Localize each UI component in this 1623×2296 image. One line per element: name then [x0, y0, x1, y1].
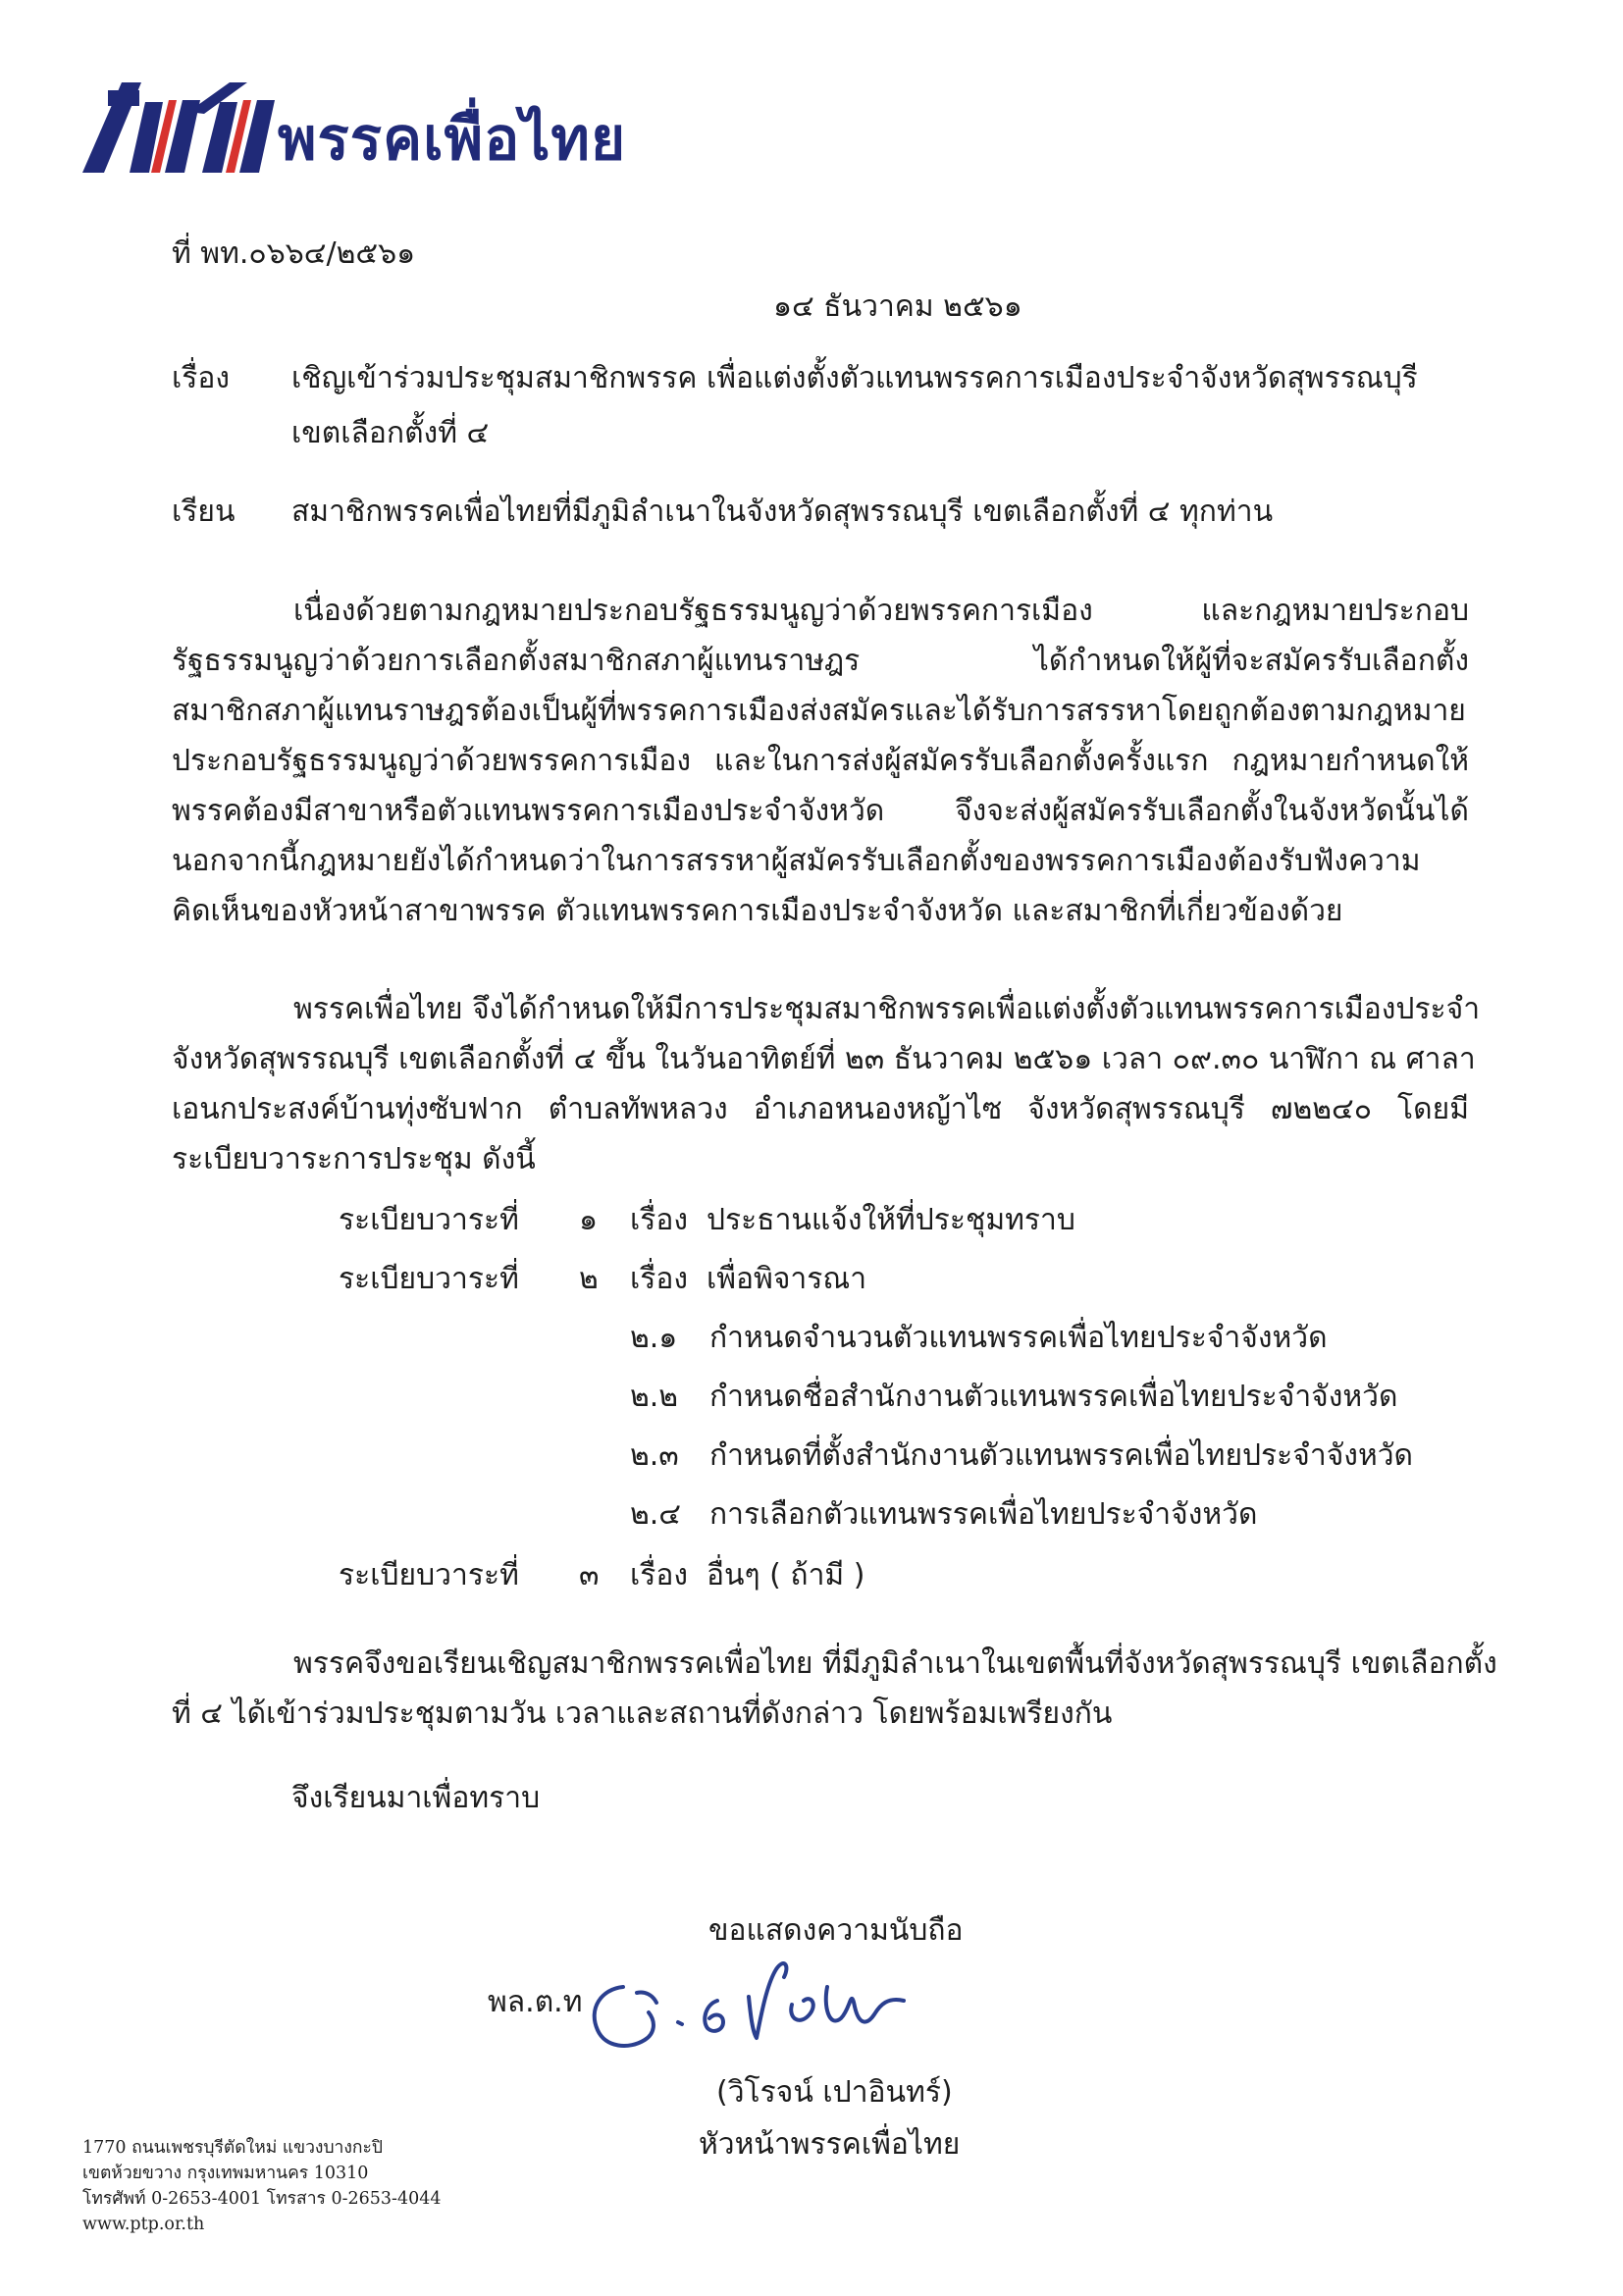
agenda-item-number: ๑: [579, 1203, 599, 1237]
subject-label: เรื่อง: [172, 361, 231, 395]
footer-address-line-1: 1770 ถนนเพชรบุรีตัดใหม่ แขวงบางกะปิ: [82, 2138, 384, 2158]
footer-address-line-2: เขตห้วยขวาง กรุงเทพมหานคร 10310: [82, 2164, 369, 2183]
agenda-subitem-title: กำหนดชื่อสำนักงานตัวแทนพรรคเพื่อไทยประจำจังหวัด: [709, 1380, 1398, 1414]
agenda-subitem-number: ๒.๑: [630, 1321, 678, 1355]
closing-request: จึงเรียนมาเพื่อทราบ: [291, 1781, 541, 1815]
agenda-subitem-number: ๒.๔: [630, 1497, 682, 1532]
paragraph-1-line: พรรคต้องมีสาขาหรือตัวแทนพรรคการเมืองประจำจังหวัด จึงจะส่งผู้สมัครรับเลือกตั้งในจังหวัดนั้นได้: [172, 794, 1469, 828]
paragraph-3: [172, 1639, 1497, 1739]
paragraph-1-line: คิดเห็นของหัวหน้าสาขาพรรค ตัวแทนพรรคการเมืองประจำจังหวัด และสมาชิกที่เกี่ยวข้องด้วย: [172, 894, 1343, 928]
footer-website: www.ptp.or.th: [82, 2215, 205, 2234]
agenda-item-keyword: เรื่อง: [630, 1262, 689, 1296]
agenda-subitem-number: ๒.๒: [630, 1380, 679, 1414]
party-logo-mark: [82, 82, 279, 173]
subject-line-2: เขตเลือกตั้งที่ ๔: [291, 416, 490, 450]
paragraph-2-line: จังหวัดสุพรรณบุรี เขตเลือกตั้งที่ ๔ ขึ้น ในวันอาทิตย์ที่ ๒๓ ธันวาคม ๒๕๖๑ เวลา ๐๙.๓๐ นาฬิกา ณ ศาลา: [172, 1042, 1476, 1076]
signer-position: หัวหน้าพรรคเพื่อไทย: [699, 2127, 961, 2162]
paragraph-1-line: รัฐธรรมนูญว่าด้วยการเลือกตั้งสมาชิกสภาผู้แทนราษฎร ได้กำหนดให้ผู้ที่จะสมัครรับเลือกตั้ง: [172, 644, 1469, 678]
recipient-text: สมาชิกพรรคเพื่อไทยที่มีภูมิลำเนาในจังหวัดสุพรรณบุรี เขตเลือกตั้งที่ ๔ ทุกท่าน: [291, 495, 1274, 529]
footer-phone: โทรศัพท์ 0-2653-4001 โทรสาร 0-2653-4044: [82, 2189, 442, 2209]
paragraph-1-line: ประกอบรัฐธรรมนูญว่าด้วยพรรคการเมือง และในการส่งผู้สมัครรับเลือกตั้งครั้งแรก กฎหมายกำหนดให้: [172, 744, 1469, 778]
agenda-item-number: ๒: [579, 1262, 599, 1296]
agenda-item-label: ระเบียบวาระที่: [339, 1262, 519, 1296]
agenda-item-title: อื่นๆ ( ถ้ามี ): [707, 1558, 865, 1592]
agenda-subitem-title: การเลือกตัวแทนพรรคเพื่อไทยประจำจังหวัด: [709, 1497, 1258, 1532]
document-number: ที่ พท.๐๖๖๔/๒๕๖๑: [172, 236, 416, 271]
agenda-item-number: ๓: [579, 1558, 600, 1592]
paragraph-3-line: ที่ ๔ ได้เข้าร่วมประชุมตามวัน เวลาและสถานที่ดังกล่าว โดยพร้อมเพรียงกัน: [172, 1696, 1113, 1731]
paragraph-1-line: นอกจากนี้กฎหมายยังได้กำหนดว่าในการสรรหาผู้สมัครรับเลือกตั้งของพรรคการเมืองต้องรับฟังความ: [172, 844, 1421, 878]
paragraph-2: [172, 984, 1481, 1184]
agenda-item-keyword: เรื่อง: [630, 1203, 689, 1237]
subject-line-1: เชิญเข้าร่วมประชุมสมาชิกพรรค เพื่อแต่งตั้งตัวแทนพรรคการเมืองประจำจังหวัดสุพรรณบุรี: [291, 361, 1418, 395]
document-date: ๑๔ ธันวาคม ๒๕๖๑: [773, 289, 1022, 324]
party-name-logo: พรรคเพื่อไทย: [278, 105, 627, 174]
paragraph-2-line: เอนกประสงค์บ้านทุ่งซับฟาก ตำบลทัพหลวง อำเภอหนองหญ้าไซ จังหวัดสุพรรณบุรี ๗๒๒๔๐ โดยมี: [172, 1092, 1469, 1126]
agenda-subitem-number: ๒.๓: [630, 1438, 679, 1473]
handwritten-signature: [584, 1948, 917, 2056]
agenda-item-label: ระเบียบวาระที่: [339, 1203, 519, 1237]
paragraph-1-line: สมาชิกสภาผู้แทนราษฎรต้องเป็นผู้ที่พรรคการเมืองส่งสมัครและได้รับการสรรหาโดยถูกต้องตามกฎหมาย: [172, 694, 1466, 728]
agenda-item-label: ระเบียบวาระที่: [339, 1558, 519, 1592]
agenda-subitem-title: กำหนดจำนวนตัวแทนพรรคเพื่อไทยประจำจังหวัด: [709, 1321, 1328, 1355]
signer-name: (วิโรจน์ เปาอินทร์): [716, 2075, 953, 2110]
agenda-subitem-title: กำหนดที่ตั้งสำนักงานตัวแทนพรรคเพื่อไทยประจำจังหวัด: [709, 1438, 1414, 1473]
paragraph-3-line: พรรคจึงขอเรียนเชิญสมาชิกพรรคเพื่อไทย ที่มีภูมิลำเนาในเขตพื้นที่จังหวัดสุพรรณบุรี เขตเลือกตั้ง: [293, 1646, 1497, 1681]
signer-rank: พล.ต.ท: [488, 1985, 583, 2019]
agenda-item-keyword: เรื่อง: [630, 1558, 689, 1592]
paragraph-1: [172, 586, 1469, 936]
paragraph-2-line: พรรคเพื่อไทย จึงได้กำหนดให้มีการประชุมสมาชิกพรรคเพื่อแต่งตั้งตัวแทนพรรคการเมืองประจำ: [293, 992, 1481, 1026]
agenda-item-title: ประธานแจ้งให้ที่ประชุมทราบ: [707, 1203, 1075, 1237]
agenda-item-title: เพื่อพิจารณา: [707, 1262, 867, 1296]
recipient-label: เรียน: [172, 495, 236, 529]
paragraph-1-line: เนื่องด้วยตามกฎหมายประกอบรัฐธรรมนูญว่าด้วยพรรคการเมือง และกฎหมายประกอบ: [293, 594, 1469, 628]
paragraph-2-line: ระเบียบวาระการประชุม ดังนี้: [172, 1142, 536, 1176]
closing-respect: ขอแสดงความนับถือ: [708, 1913, 964, 1948]
